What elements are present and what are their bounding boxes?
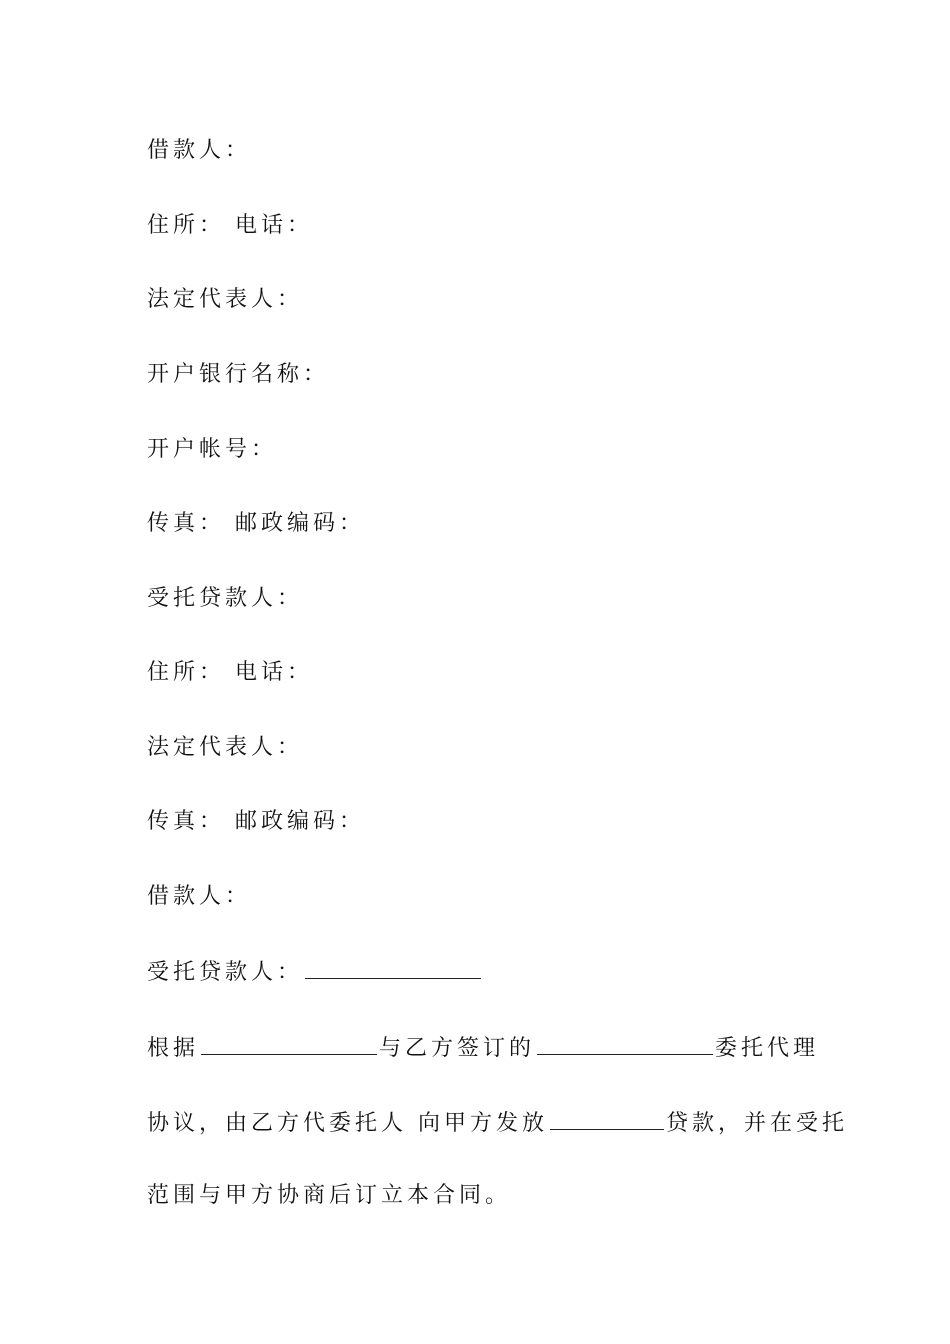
trustee-lender-text: 受托贷款人： [147,586,304,611]
legal-rep-text: 法定代表人： [147,287,304,312]
borrower-text: 借款人： [147,138,252,163]
trustee-phone-label: 电话： [235,660,314,685]
legal-rep-label [147,285,303,315]
p1-blank-2 [537,1032,713,1055]
bank-name-text: 开户银行名称： [147,362,330,387]
p2-text-b: 贷款，并在受托 [666,1111,849,1136]
phone-label: 电话： [235,213,314,238]
trustee-lender-label [147,584,303,614]
account-number-text: 开户帐号： [147,437,278,462]
trustee-lender-line-2 [147,956,483,988]
address-phone-line [147,211,313,241]
bank-name-label [147,360,329,390]
p1-text-b: 与乙方签订的 [379,1036,536,1061]
p1-blank-1 [201,1032,377,1055]
fax-postcode-line [147,509,365,539]
trustee-fax-label: 传真： [147,809,226,834]
trustee-legal-rep-label [147,733,303,763]
postcode-label: 邮政编码： [235,511,366,536]
p2-text-a: 协议，由乙方代委托人 向甲方发放 [147,1111,548,1136]
borrower-label [147,136,251,166]
paragraph-line-2 [147,1107,848,1139]
paragraph-line-1 [147,1032,819,1064]
p1-text-a: 根据 [147,1036,200,1061]
p2-blank [550,1107,664,1130]
borrower-label-2 [147,882,251,912]
trustee-lender-blank [305,956,481,979]
trustee-postcode-label: 邮政编码： [235,809,366,834]
fax-label: 传真： [147,511,226,536]
trustee-address-label: 住所： [147,660,226,685]
p3-text: 范围与甲方协商后订立本合同。 [147,1183,512,1208]
trustee-fax-postcode-line [147,807,365,837]
account-number-label [147,435,277,465]
borrower-text-2: 借款人： [147,884,252,909]
paragraph-line-3 [147,1181,511,1211]
address-label: 住所： [147,213,226,238]
trustee-address-phone-line [147,658,313,688]
trustee-lender-text-2: 受托贷款人： [147,960,304,985]
p1-text-c: 委托代理 [715,1036,820,1061]
trustee-legal-rep-text: 法定代表人： [147,735,304,760]
